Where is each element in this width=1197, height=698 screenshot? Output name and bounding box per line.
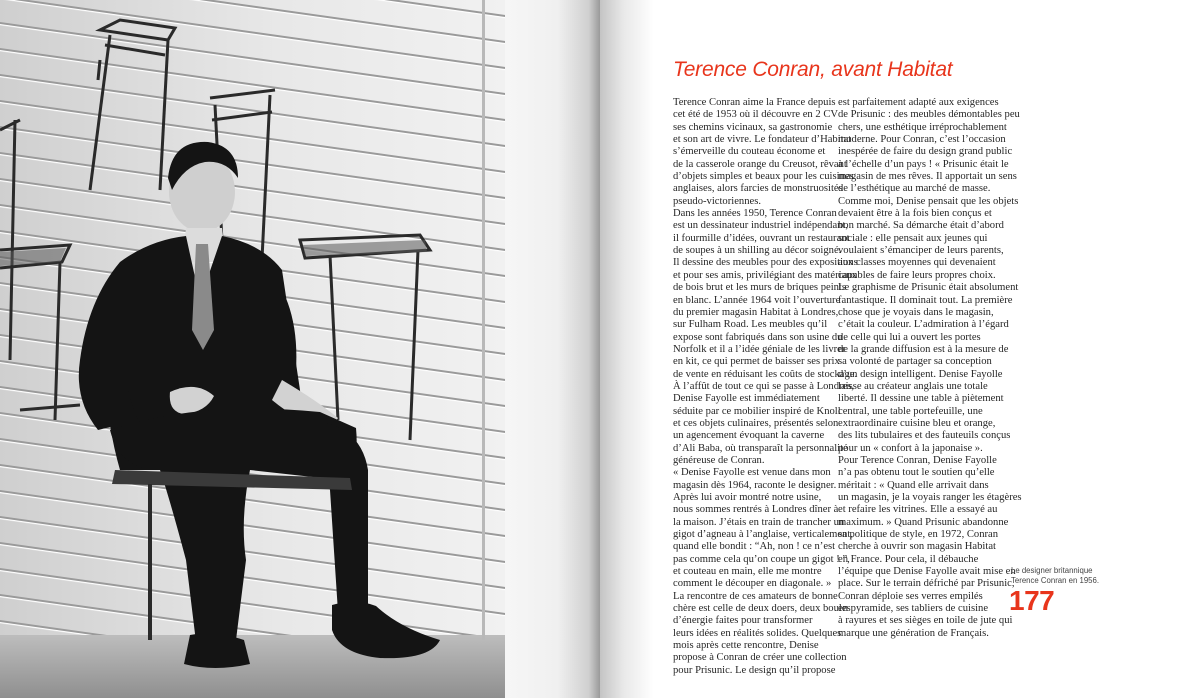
text-line: Terence Conran aime la France depuis bbox=[673, 97, 836, 108]
text-line: central, une table portefeuille, une bbox=[838, 405, 983, 417]
text-line: l’équipe que Denise Fayolle avait mise en bbox=[838, 566, 1016, 578]
text-line: de vente en réduisant les coûts de stockage. bbox=[673, 368, 858, 380]
text-line: fantastique. Il dominait tout. La première bbox=[838, 294, 1013, 306]
text-line: pseudo-victoriennes. bbox=[673, 195, 761, 207]
terence-conran-photo bbox=[0, 0, 505, 698]
text-line: moderne. Pour Conran, c’est l’occasion bbox=[838, 134, 1006, 146]
text-line: anglaises, alors farcies de monstruosités bbox=[673, 183, 843, 195]
text-line: et son art de vivre. Le fondateur d’Habitat bbox=[673, 134, 852, 146]
text-line: sur Fulham Road. Les meubles qu’il bbox=[673, 319, 828, 331]
text-line: bon marché. Sa démarche était d’abord bbox=[838, 220, 1004, 232]
text-line: n’a pas obtenu tout le soutien qu’elle bbox=[838, 467, 995, 479]
text-column-1 bbox=[673, 97, 858, 677]
text-line: liberté. Il dessine une table à piètement bbox=[838, 393, 1004, 405]
text-line: d’objets simples et beaux pour les cuisines bbox=[673, 171, 854, 183]
text-line: nous sommes rentrés à Londres dîner à bbox=[673, 504, 839, 516]
text-line: et couteau en main, elle me montre bbox=[673, 566, 822, 578]
text-line: en blanc. L’année 1964 voit l’ouverture bbox=[673, 294, 841, 306]
text-line: pas comme cela qu’on coupe un gigot ! ”, bbox=[673, 553, 850, 565]
text-line: chose que je voyais dans le magasin, bbox=[838, 306, 994, 318]
text-line: et ces objets culinaires, présentés selon bbox=[673, 417, 839, 429]
text-column-2 bbox=[838, 97, 1022, 640]
article-title: Terence Conran, avant Habitat bbox=[673, 58, 953, 81]
text-line: comment le découper en diagonale. » bbox=[673, 578, 832, 590]
text-line: pour Prisunic. Le design qu’il propose bbox=[673, 664, 836, 676]
text-line: Comme moi, Denise pensait que les objets bbox=[838, 195, 1019, 207]
text-line: de la grande diffusion est à la mesure de bbox=[838, 343, 1009, 355]
text-line: place. Sur le terrain défriché par Prisunic, bbox=[838, 578, 1015, 590]
text-line: en France. Pour cela, il débauche bbox=[838, 553, 979, 565]
text-line: devaient être à la fois bien conçus et bbox=[838, 208, 992, 220]
text-line: capables de faire leurs propres choix. bbox=[838, 269, 996, 281]
text-line: maximum. » Quand Prisunic abandonne bbox=[838, 516, 1009, 528]
text-line: du premier magasin Habitat à Londres, bbox=[673, 306, 839, 318]
text-line: de l’esthétique au marché de masse. bbox=[838, 183, 991, 195]
text-line: généreuse de Conran. bbox=[673, 454, 765, 466]
text-line: aux classes moyennes qui devenaient bbox=[838, 257, 996, 269]
text-line: est un dessinateur industriel indépendant, bbox=[673, 220, 849, 232]
text-line: La rencontre de ces amateurs de bonne bbox=[673, 590, 838, 602]
text-line: sa politique de style, en 1972, Conran bbox=[838, 529, 999, 541]
text-line: Après lui avoir montré notre usine, bbox=[673, 492, 822, 503]
text-line: d’un design intelligent. Denise Fayolle bbox=[838, 368, 1003, 380]
text-line: Norfolk et il a l’idée géniale de les livrer bbox=[673, 343, 846, 355]
text-line: extraordinaire cuisine bleu et orange, bbox=[838, 417, 996, 429]
text-line: est parfaitement adapté aux exigences bbox=[838, 97, 999, 108]
text-line: inespérée de faire du design grand public bbox=[838, 146, 1013, 158]
caption-line: Terence Conran en 1956. bbox=[1011, 575, 1099, 585]
text-line: il fourmille d’idées, ouvrant un restaurant bbox=[673, 232, 850, 244]
text-line: d’Ali Baba, où transparaît la personnalité bbox=[673, 442, 848, 454]
text-line: cet été de 1953 où il découvre en 2 CV bbox=[673, 109, 839, 121]
text-line: et pour ses amis, privilégiant des matériaux bbox=[673, 269, 857, 281]
text-line: leurs idées en réalités solides. Quelques bbox=[673, 627, 842, 639]
text-line: en pyramide, ses tabliers de cuisine bbox=[838, 603, 989, 615]
text-line: de Prisunic : des meubles démontables peu bbox=[838, 109, 1020, 121]
text-line: méritait : « Quand elle arrivait dans bbox=[838, 479, 989, 491]
text-line: Pour Terence Conran, Denise Fayolle bbox=[838, 454, 997, 466]
text-line: un magasin, je la voyais ranger les étagères bbox=[838, 492, 1022, 503]
text-line: « Denise Fayolle est venue dans mon bbox=[673, 467, 831, 479]
text-line: de bois brut et les murs de briques peints bbox=[673, 282, 847, 294]
text-line: Denise Fayolle est immédiatement bbox=[673, 393, 820, 405]
text-line: quand elle bondit : “Ah, non ! ce n’est bbox=[673, 541, 836, 553]
text-line: Il dessine des meubles pour des expositions bbox=[673, 257, 858, 269]
text-line: ses chemins vicinaux, sa gastronomie bbox=[673, 121, 833, 133]
text-line: s’émerveille du couteau économe et bbox=[673, 146, 826, 158]
text-line: d’énergie faites pour transformer bbox=[673, 615, 813, 627]
text-line: sa volonté de partager sa conception bbox=[838, 356, 992, 368]
text-line: un agencement évoquant la caverne bbox=[673, 430, 825, 442]
text-line: marque une génération de Français. bbox=[838, 627, 989, 639]
text-line: voulaient s’émanciper de leurs parents, bbox=[838, 245, 1004, 257]
text-line: sociale : elle pensait aux jeunes qui bbox=[838, 232, 988, 244]
text-line: de la casserole orange du Creusot, rêvant bbox=[673, 158, 847, 170]
text-line: à rayures et ses sièges en toile de jute qui bbox=[838, 615, 1013, 627]
text-line: chère est celle de deux doers, deux boules bbox=[673, 603, 851, 615]
text-line: À l’affût de tout ce qui se passe à Londres, bbox=[673, 380, 855, 392]
text-line: à l’échelle d’un pays ! « Prisunic était le bbox=[838, 158, 1009, 170]
text-line: Le graphisme de Prisunic était absolument bbox=[838, 282, 1019, 294]
text-line: gigot d’agneau à l’anglaise, verticalement, bbox=[673, 529, 854, 541]
text-line: de soupes à un shilling au décor soigné. bbox=[673, 245, 842, 257]
photo-caption bbox=[1011, 566, 1171, 585]
text-line: mois après cette rencontre, Denise bbox=[673, 640, 819, 652]
caption-line: Le designer britannique bbox=[1011, 566, 1093, 575]
text-line: la maison. J’étais en train de trancher un bbox=[673, 516, 845, 528]
text-line: chers, une esthétique irréprochablement bbox=[838, 121, 1007, 133]
text-line: c’était la couleur. L’admiration à l’égard bbox=[838, 319, 1009, 331]
text-line: expose sont fabriqués dans son usine du bbox=[673, 331, 843, 343]
text-line: de celle qui lui a ouvert les portes bbox=[838, 331, 981, 343]
text-line: Dans les années 1950, Terence Conran bbox=[673, 208, 837, 220]
text-line: Conran déploie ses verres empilés bbox=[838, 590, 983, 602]
text-line: en kit, ce qui permet de baisser ses prix bbox=[673, 356, 840, 368]
text-line: magasin dès 1964, raconte le designer. bbox=[673, 479, 837, 491]
gutter-shadow bbox=[505, 0, 600, 698]
text-line: laisse au créateur anglais une totale bbox=[838, 380, 988, 392]
text-line: magasin de mes rêves. Il apportait un sens bbox=[838, 171, 1017, 183]
text-line: et refaire les vitrines. Elle a essayé au bbox=[838, 504, 998, 516]
page-number: 177 bbox=[1009, 585, 1055, 616]
text-line: séduite par ce mobilier inspiré de Knoll bbox=[673, 405, 841, 417]
text-line: propose à Conran de créer une collection bbox=[673, 652, 847, 664]
text-line: des lits tubulaires et des fauteuils conçus bbox=[838, 430, 1011, 442]
text-line: pour un « confort à la japonaise ». bbox=[838, 442, 983, 454]
text-line: cherche à ouvrir son magasin Habitat bbox=[838, 541, 996, 553]
